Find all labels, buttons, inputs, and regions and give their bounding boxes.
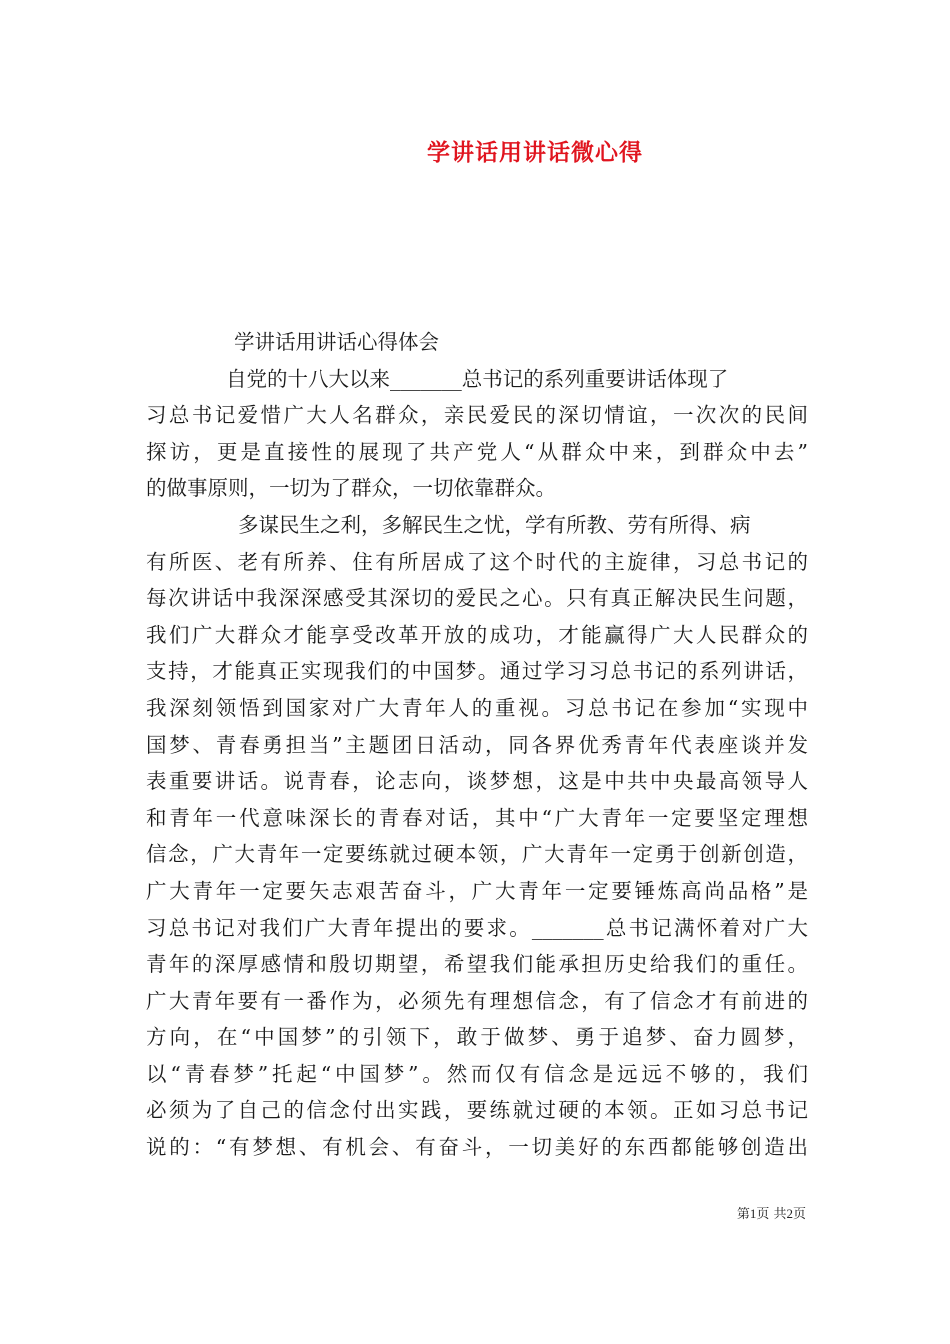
paragraph-2-line-8: 表重要讲话。说青春，论志向，谈梦想，这是中共中央最高领导人	[146, 769, 808, 794]
paragraph-2-line-12: 习总书记对我们广大青年提出的要求。_______总书记满怀着对广大	[146, 915, 808, 940]
footer-prefix: 第	[736, 1207, 750, 1222]
paragraph-2-line-1: 多谋民生之利，多解民生之忧，学有所教、劳有所得、病	[238, 512, 751, 537]
footer-current-page: 1	[749, 1206, 757, 1221]
paragraph-2-line-5: 支持，才能真正实现我们的中国梦。通过学习习总书记的系列讲话，	[146, 659, 808, 684]
subtitle: 学讲话用讲话心得体会	[234, 330, 439, 354]
footer-suffix: 页	[792, 1207, 806, 1222]
paragraph-2-line-18: 说的：“有梦想、有机会、有奋斗，一切美好的东西都能够创造出	[146, 1135, 808, 1160]
paragraph-2-line-7: 国梦、青春勇担当”主题团日活动，同各界优秀青年代表座谈并发	[146, 732, 808, 757]
paragraph-2-line-14: 广大青年要有一番作为，必须先有理想信念，有了信念才有前进的	[146, 988, 808, 1013]
paragraph-2-line-13: 青年的深厚感情和殷切期望，希望我们能承担历史给我们的重任。	[146, 952, 808, 977]
footer-middle: 页 共	[756, 1207, 787, 1222]
paragraph-1-line-1: 自党的十八大以来_______总书记的系列重要讲话体现了	[226, 366, 729, 391]
paragraph-1-line-3: 探访，更是直接性的展现了共产党人“从群众中来，到群众中去”	[146, 439, 808, 464]
paragraph-1-line-4: 的做事原则，一切为了群众，一切依靠群众。	[146, 476, 556, 501]
paragraph-2-line-3: 每次讲话中我深深感受其深切的爱民之心。只有真正解决民生问题，	[146, 586, 808, 611]
paragraph-2-line-2: 有所医、老有所养、住有所居成了这个时代的主旋律，习总书记的	[146, 549, 808, 574]
paragraph-2-line-15: 方向，在“中国梦”的引领下，敢于做梦、勇于追梦、奋力圆梦，	[146, 1025, 808, 1050]
paragraph-2-line-6: 我深刻领悟到国家对广大青年人的重视。习总书记在参加“实现中	[146, 695, 808, 720]
page-footer	[737, 1203, 806, 1222]
paragraph-1-line-2: 习总书记爱惜广大人名群众，亲民爱民的深切情谊，一次次的民间	[146, 403, 808, 428]
paragraph-2-line-9: 和青年一代意味深长的青春对话，其中“广大青年一定要坚定理想	[146, 805, 808, 830]
document-title: 学讲话用讲话微心得	[427, 139, 643, 166]
paragraph-2-line-17: 必须为了自己的信念付出实践，要练就过硬的本领。正如习总书记	[146, 1098, 808, 1123]
paragraph-2-line-11: 广大青年一定要矢志艰苦奋斗，广大青年一定要锤炼高尚品格”是	[146, 878, 808, 903]
paragraph-2-line-10: 信念，广大青年一定要练就过硬本领，广大青年一定勇于创新创造，	[146, 842, 808, 867]
footer-total-pages: 2	[786, 1206, 793, 1221]
paragraph-2-line-16: 以“青春梦”托起“中国梦”。然而仅有信念是远远不够的，我们	[146, 1061, 808, 1086]
document-body	[146, 324, 808, 1166]
paragraph-2-line-4: 我们广大群众才能享受改革开放的成功，才能赢得广大人民群众的	[146, 622, 808, 647]
